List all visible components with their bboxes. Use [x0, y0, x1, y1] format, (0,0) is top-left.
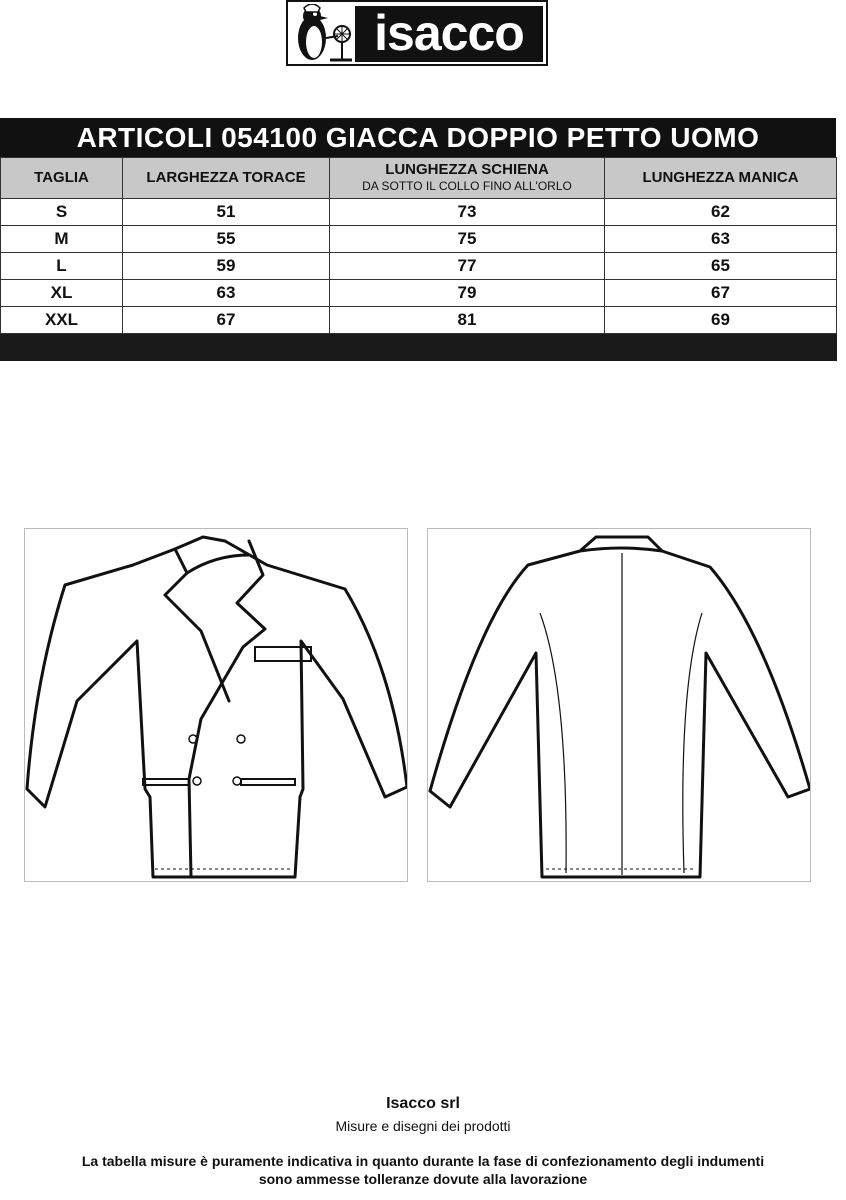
- table-row: [1, 280, 837, 307]
- cell-chest-width: 51: [123, 199, 330, 226]
- table-row: [1, 253, 837, 280]
- footer-subtitle: Misure e disegni dei prodotti: [335, 1118, 511, 1134]
- column-header-back-length-note: DA SOTTO IL COLLO FINO ALL'ORLO: [362, 179, 572, 193]
- cell-back-length: 73: [330, 199, 605, 226]
- cell-chest-width: 63: [123, 280, 330, 307]
- cell-sleeve-length: 65: [605, 253, 837, 280]
- column-header-chest-width: LARGHEZZA TORACE: [123, 158, 330, 199]
- table-footer-bar: [1, 334, 837, 361]
- cell-sleeve-length: 62: [605, 199, 837, 226]
- logo-wordmark: isacco: [355, 6, 543, 62]
- cell-size: XXL: [1, 307, 123, 334]
- page-footer: [0, 1094, 846, 1188]
- table-row: [1, 199, 837, 226]
- jacket-back-drawing: [427, 528, 811, 882]
- jacket-front-drawing: [24, 528, 408, 882]
- column-header-back-length: LUNGHEZZA SCHIENA DA SOTTO IL COLLO FINO ALL'ORLO: [330, 158, 605, 199]
- jacket-back-icon: [428, 529, 810, 881]
- table-title: ARTICOLI 054100 GIACCA DOPPIO PETTO UOMO: [0, 118, 836, 157]
- cell-back-length: 77: [330, 253, 605, 280]
- cell-sleeve-length: 67: [605, 280, 837, 307]
- size-table: [0, 118, 836, 361]
- cell-back-length: 75: [330, 226, 605, 253]
- cell-size: L: [1, 253, 123, 280]
- cell-back-length: 79: [330, 280, 605, 307]
- cell-chest-width: 59: [123, 253, 330, 280]
- table-row: [1, 226, 837, 253]
- disclaimer-line-2: sono ammesse tolleranze dovute alla lavorazione: [258, 1171, 588, 1187]
- penguin-chef-icon: [290, 4, 354, 64]
- column-header-size: TAGLIA: [1, 158, 123, 199]
- jacket-front-icon: [25, 529, 407, 881]
- company-name: Isacco srl: [386, 1095, 460, 1112]
- disclaimer: [0, 1152, 846, 1188]
- cell-size: M: [1, 226, 123, 253]
- table-row: [1, 307, 837, 334]
- disclaimer-line-1: La tabella misure è puramente indicativa in quanto durante la fase di confezionamento degli indumenti: [81, 1153, 765, 1169]
- cell-back-length: 81: [330, 307, 605, 334]
- brand-logo: [286, 0, 548, 66]
- cell-size: XL: [1, 280, 123, 307]
- size-chart: [0, 157, 837, 361]
- cell-chest-width: 67: [123, 307, 330, 334]
- cell-chest-width: 55: [123, 226, 330, 253]
- column-header-sleeve-length: LUNGHEZZA MANICA: [605, 158, 837, 199]
- cell-sleeve-length: 69: [605, 307, 837, 334]
- cell-size: S: [1, 199, 123, 226]
- table-header-row: [1, 158, 837, 199]
- cell-sleeve-length: 63: [605, 226, 837, 253]
